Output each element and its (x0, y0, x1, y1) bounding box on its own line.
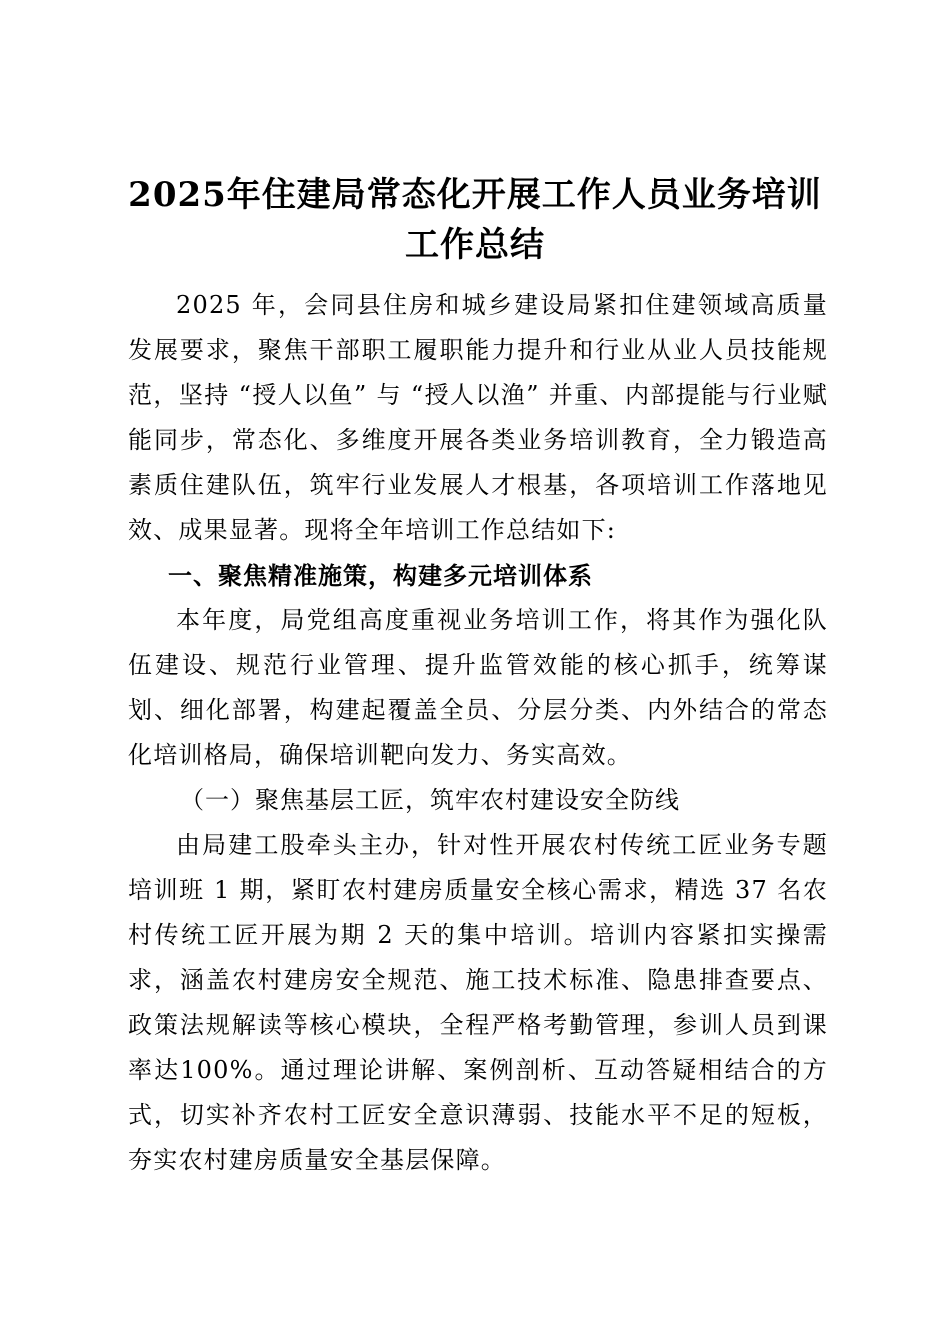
document-title (120, 170, 830, 270)
subsection-1-paragraph: 由局建工股牵头主办，针对性开展农村传统工匠业务专题培训班 1 期，紧盯农村建房质量安全核心需求，精选 37 名农村传统工匠开展为期 2 天的集中培训。培训内容紧扣实操需求，涵盖农村建房安全规范、施工技术标准、隐患排查要点、政策法规解读等核心模块，全程严格考勤管理，参训人员到课率达100%。通过理论讲解、案例剖析、互动答疑相结合的方式，切实补齐农村工匠安全意识薄弱、技能水平不足的短板，夯实农村建房质量安全基层保障。 (128, 831, 828, 1174)
section-1-heading: 一、聚焦精准施策，构建多元培训体系 (168, 561, 593, 590)
section-1-paragraph: 本年度，局党组高度重视业务培训工作，将其作为强化队伍建设、规范行业管理、提升监管效能的核心抓手，统筹谋划、细化部署，构建起覆盖全员、分层分类、内外结合的常态化培训格局，确保培训靶向发力、务实高效。 (128, 606, 828, 769)
intro-paragraph: 2025 年，会同县住房和城乡建设局紧扣住建领域高质量发展要求，聚焦干部职工履职能力提升和行业从业人员技能规范，坚持 “授人以鱼” 与 “授人以渔” 并重、内部提能与行业赋能同步，常态化、多维度开展各类业务培训教育，全力锻造高素质住建队伍，筑牢行业发展人才根基，各项培训工作落地见效、成果显著。现将全年培训工作总结如下: (128, 291, 828, 544)
subsection-1-heading: （一）聚焦基层工匠，筑牢农村建设安全防线 (180, 786, 680, 814)
title-line-1: 2025年住建局常态化开展工作人员业务培训 (128, 175, 822, 215)
document-body (128, 283, 828, 1183)
title-line-2: 工作总结 (405, 225, 545, 265)
